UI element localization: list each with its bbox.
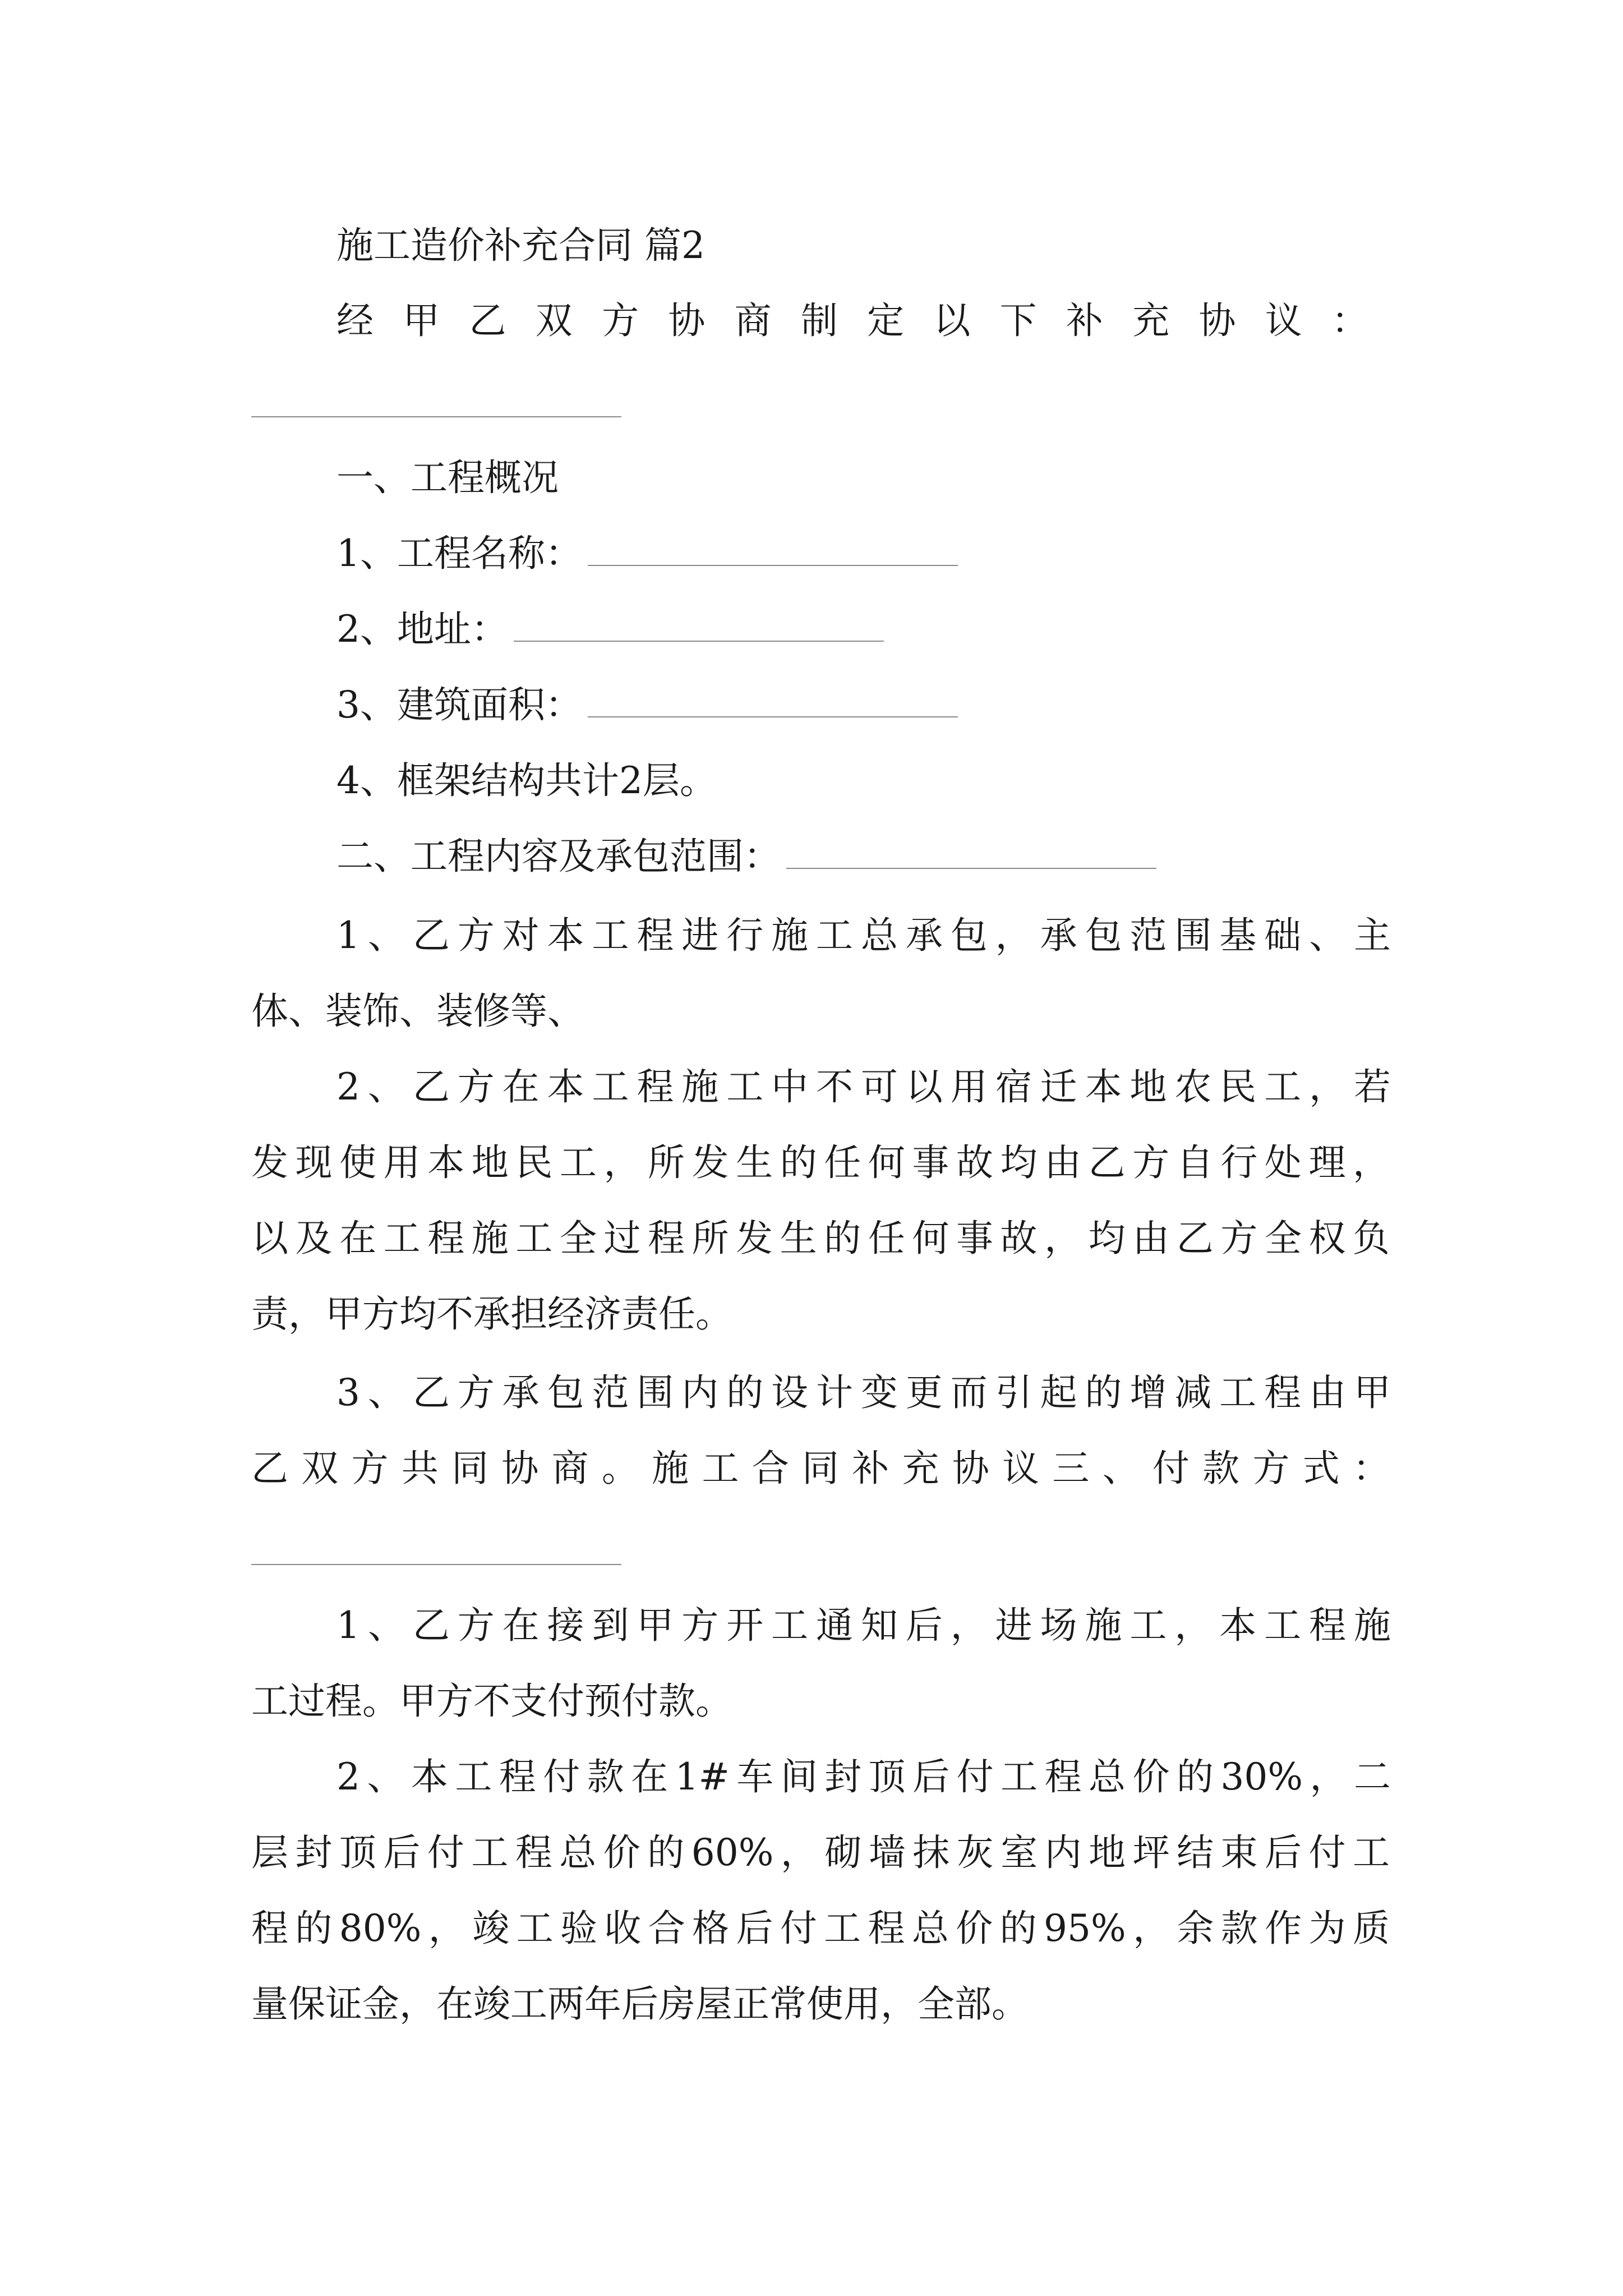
design-change-line-1: 3、乙方承包范围内的设计变更而引起的增减工程由甲: [336, 1371, 1391, 1414]
design-change-line-2: 乙双方共同协商。施工合同补充协议三、付款方式：: [251, 1447, 1390, 1490]
intro-paragraph: 经甲乙双方协商制定以下补充协议：: [336, 299, 1368, 342]
project-name-label: 1、工程名称：: [336, 532, 582, 575]
address-label: 2、地址：: [336, 608, 508, 651]
scope-paragraph-line-1: 1、乙方对本工程进行施工总承包，承包范围基础、主: [336, 914, 1391, 957]
intro-blank-line: [251, 416, 621, 417]
payment-paragraph-2-line-2: 层封顶后付工程总价的60%，砌墙抹灰室内地坪结束后付工: [251, 1831, 1390, 1874]
payment-paragraph-2-line-3: 程的80%，竣工验收合格后付工程总价的95%，余款作为质: [251, 1907, 1390, 1950]
labor-paragraph-line-3: 以及在工程施工全过程所发生的任何事故，均由乙方全权负: [251, 1217, 1390, 1260]
section1-heading: 一、工程概况: [336, 456, 559, 499]
payment-paragraph-2-line-4: 量保证金，在竣工两年后房屋正常使用，全部。: [251, 1982, 1029, 2026]
labor-paragraph-line-4: 责，甲方均不承担经济责任。: [251, 1292, 732, 1336]
labor-paragraph-line-1: 2、乙方在本工程施工中不可以用宿迁本地农民工，若: [336, 1065, 1391, 1108]
structure-item: 4、框架结构共计2层。: [336, 759, 717, 802]
labor-paragraph-line-2: 发现使用本地民工，所发生的任何事故均由乙方自行处理，: [251, 1141, 1390, 1184]
address-row: [336, 607, 1391, 652]
address-blank: [514, 610, 884, 642]
scope-paragraph-line-2: 体、装饰、装修等、: [251, 990, 584, 1033]
payment-paragraph-1-line-1: 1、乙方在接到甲方开工通知后，进场施工，本工程施: [336, 1604, 1391, 1647]
section2-blank: [786, 838, 1156, 869]
project-name-blank: [588, 535, 958, 566]
building-area-row: [336, 683, 1391, 728]
document-title: 施工造价补充合同 篇2: [336, 224, 705, 267]
payment-paragraph-2-line-1: 2、本工程付款在1#车间封顶后付工程总价的30%，二: [336, 1755, 1391, 1798]
payment-paragraph-1-line-2: 工过程。甲方不支付预付款。: [251, 1680, 732, 1723]
building-area-blank: [588, 686, 958, 717]
project-name-row: [336, 531, 1391, 576]
section2-heading: 二、工程内容及承包范围：: [336, 835, 781, 878]
section2-heading-row: [336, 834, 1391, 879]
building-area-label: 3、建筑面积：: [336, 683, 582, 726]
payment-blank-line: [251, 1564, 621, 1565]
